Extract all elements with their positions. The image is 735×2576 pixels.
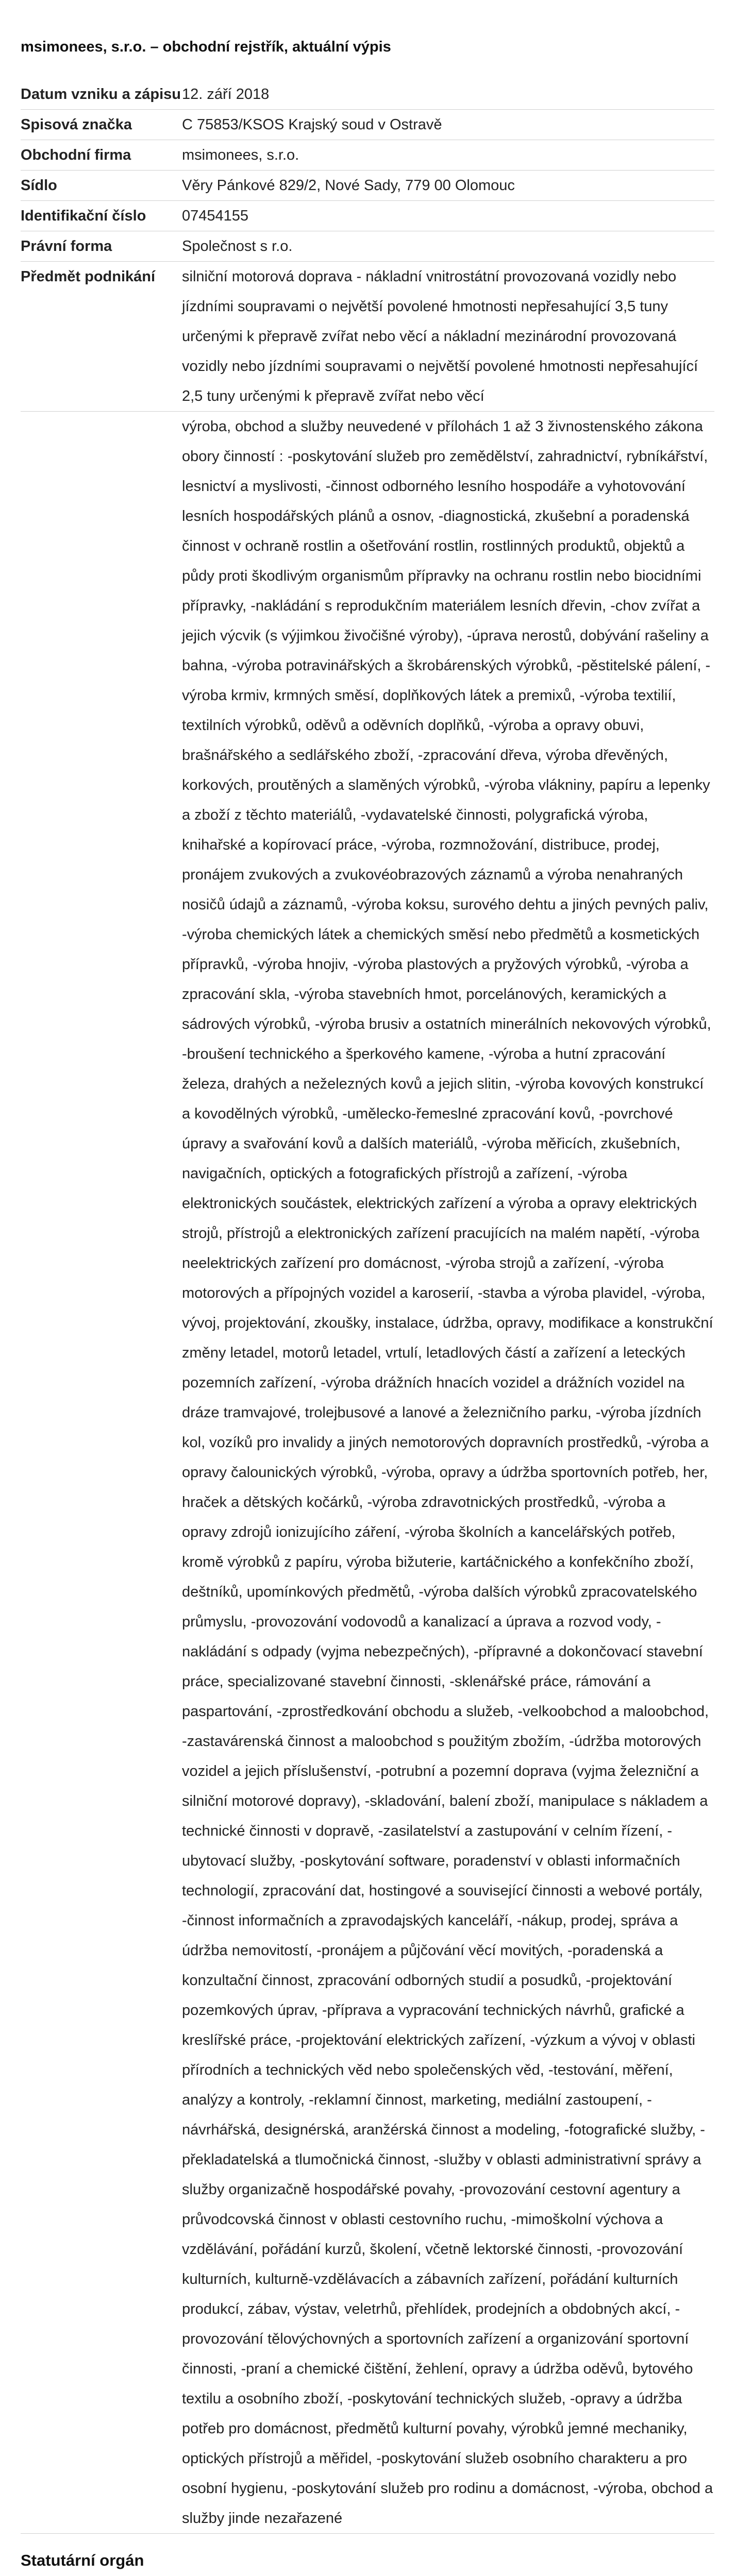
table-row: [21, 231, 714, 262]
predmet-podnikani-value-1: silniční motorová doprava - nákladní vnitrostátní provozovaná vozidly nebo jízdními soupravami o největší povolené hmotnosti nepřesahující 3,5 tuny určenými k přepravě zvířat nebo věcí a nákladní mezinárodní provozovaná vozidly nebo jízdními soupravami o největší povolené hmotnosti nepřesahující 2,5 tuny určenými k přepravě zvířat nebo věcí: [182, 262, 714, 412]
table-row: [21, 201, 714, 231]
table-row: [21, 140, 714, 171]
datum-vzniku-value: 12. září 2018: [182, 79, 714, 110]
ico-label: Identifikační číslo: [21, 201, 182, 231]
obchodni-firma-value: msimonees, s.r.o.: [182, 140, 714, 171]
statutarni-organ-heading: Statutární orgán: [21, 2551, 144, 2569]
register-page: [21, 0, 714, 2576]
sidlo-value: Věry Pánkové 829/2, Nové Sady, 779 00 Olomouc: [182, 171, 714, 201]
table-row: [21, 262, 714, 412]
obchodni-firma-label: Obchodní firma: [21, 140, 182, 171]
pravni-forma-value: Společnost s r.o.: [182, 231, 714, 262]
table-row: [21, 171, 714, 201]
predmet-podnikani-label: Předmět podnikání: [21, 262, 182, 412]
empty-label: [21, 412, 182, 2534]
basic-info-table: [21, 79, 714, 2534]
predmet-podnikani-value-2: výroba, obchod a služby neuvedené v přílohách 1 až 3 živnostenského zákona obory činností : -poskytování služeb pro zemědělství, zahradnictví, rybníkářství, lesnictví a myslivosti, -činnost odborného lesního hospodáře a vyhotovování lesních hospodářských plánů a osnov, -diagnostická, zkušební a poradenská činnost v ochraně rostlin a ošetřování rostlin, rostlinných produktů, objektů a půdy proti škodlivým organismům přípravky na ochranu rostlin nebo biocidními přípravky, -nakládání s reprodukčním materiálem lesních dřevin, -chov zvířat a jejich výcvik (s výjimkou živočišné výroby), -úprava nerostů, dobývání rašeliny a bahna, -výroba potravinářských a škrobárenských výrobků, -pěstitelské pálení, -výroba krmiv, krmných směsí, doplňkových látek a premixů, -výroba textilií, textilních výrobků, oděvů a oděvních doplňků, -výroba a opravy obuvi, brašnářského a sedlářského zboží, -zpracování dřeva, výroba dřevěných, korkových, proutěných a slaměných výrobků, -výroba vlákniny, papíru a lepenky a zboží z těchto materiálů, -vydavatelské činnosti, polygrafická výroba, knihařské a kopírovací práce, -výroba, rozmnožování, distribuce, prodej, pronájem zvukových a zvukovéobrazových záznamů a výroba nenahraných nosičů údajů a záznamů, -výroba koksu, surového dehtu a jiných pevných paliv, -výroba chemických látek a chemických směsí nebo předmětů a kosmetických přípravků, -výroba hnojiv, -výroba plastových a pryžových výrobků, -výroba a zpracování skla, -výroba stavebních hmot, porcelánových, keramických a sádrových výrobků, -výroba brusiv a ostatních minerálních nekovových výrobků, -broušení technického a šperkového kamene, -výroba a hutní zpracování železa, drahých a neželezných kovů a jejich slitin, -výroba kovových konstrukcí a kovodělných výrobků, -umělecko-řemeslné zpracování kovů, -povrchové úpravy a svařování kovů a dalších materiálů, -výroba měřicích, zkušebních, navigačních, optických a fotografických přístrojů a zařízení, -výroba elektronických součástek, elektrických zařízení a výroba a opravy elektrických strojů, přístrojů a elektronických zařízení pracujících na malém napětí, -výroba neelektrických zařízení pro domácnost, -výroba strojů a zařízení, -výroba motorových a přípojných vozidel a karoserií, -stavba a výroba plavidel, -výroba, vývoj, projektování, zkoušky, instalace, údržba, opravy, modifikace a konstrukční změny letadel, motorů letadel, vrtulí, letadlových částí a zařízení a leteckých pozemních zařízení, -výroba drážních hnacích vozidel a drážních vozidel na dráze tramvajové, trolejbusové a lanové a železničního parku, -výroba jízdních kol, vozíků pro invalidy a jiných nemotorových dopravních prostředků, -výroba a opravy čalounických výrobků, -výroba, opravy a údržba sportovních potřeb, her, hraček a dětských kočárků, -výroba zdravotnických prostředků, -výroba a opravy zdrojů ionizujícího záření, -výroba školních a kancelářských potřeb, kromě výrobků z papíru, výroba bižuterie, kartáčnického a konfekčního zboží, deštníků, upomínkových předmětů, -výroba dalších výrobků zpracovatelského průmyslu, -provozování vodovodů a kanalizací a úprava a rozvod vody, -nakládání s odpady (vyjma nebezpečných), -přípravné a dokončovací stavební práce, specializované stavební činnosti, -sklenářské práce, rámování a paspartování, -zprostředkování obchodu a služeb, -velkoobchod a maloobchod, -zastavárenská činnost a maloobchod s použitým zbožím, -údržba motorových vozidel a jejich příslušenství, -potrubní a pozemní doprava (vyjma železniční a silniční motorové dopravy), -skladování, balení zboží, manipulace s nákladem a technické činnosti v dopravě, -zasilatelství a zastupování v celním řízení, -ubytovací služby, -poskytování software, poradenství v oblasti informačních technologií, zpracování dat, hostingové a související činnosti a webové portály, -činnost informačních a zpravodajských kanceláří, -nákup, prodej, správa a údržba nemovitostí, -pronájem a půjčování věcí movitých, -poradenská a konzultační činnost, zpracování odborných studií a posudků, -projektování pozemkových úprav, -příprava a vypracování technických návrhů, grafické a kreslířské práce, -projektování elektrických zařízení, -výzkum a vývoj v oblasti přírodních a technických věd nebo společenských věd, -testování, měření, analýzy a kontroly, -reklamní činnost, marketing, mediální zastoupení, -návrhářská, designérská, aranžérská činnost a modeling, -fotografické služby, -překladatelská a tlumočnická činnost, -služby v oblasti administrativní správy a služby organizačně hospodářské povahy, -provozování cestovní agentury a průvodcovská činnost v oblasti cestovního ruchu, -mimoškolní výchova a vzdělávání, pořádání kurzů, školení, včetně lektorské činnosti, -provozování kulturních, kulturně-vzdělávacích a zábavních zařízení, pořádání kulturních produkcí, zábav, výstav, veletrhů, přehlídek, prodejních a obdobných akcí, -provozování tělovýchovných a sportovních zařízení a organizování sportovní činnosti, -praní a chemické čištění, žehlení, opravy a údržba oděvů, bytového textilu a osobního zboží, -poskytování technických služeb, -opravy a údržba potřeb pro domácnost, předmětů kulturní povahy, výrobků jemné mechaniky, optických přístrojů a měřidel, -poskytování služeb osobního charakteru a pro osobní hygienu, -poskytování služeb pro rodinu a domácnost, -výroba, obchod a služby jinde nezařazené: [182, 412, 714, 2534]
datum-vzniku-label: Datum vzniku a zápisu: [21, 79, 182, 110]
ico-value: 07454155: [182, 201, 714, 231]
spisova-znacka-label: Spisová značka: [21, 110, 182, 140]
page-title: msimonees, s.r.o. – obchodní rejstřík, aktuální výpis: [21, 39, 391, 55]
spisova-znacka-value: C 75853/KSOS Krajský soud v Ostravě: [182, 110, 714, 140]
sidlo-label: Sídlo: [21, 171, 182, 201]
table-row: [21, 110, 714, 140]
pravni-forma-label: Právní forma: [21, 231, 182, 262]
table-row: [21, 79, 714, 110]
table-row: [21, 412, 714, 2534]
